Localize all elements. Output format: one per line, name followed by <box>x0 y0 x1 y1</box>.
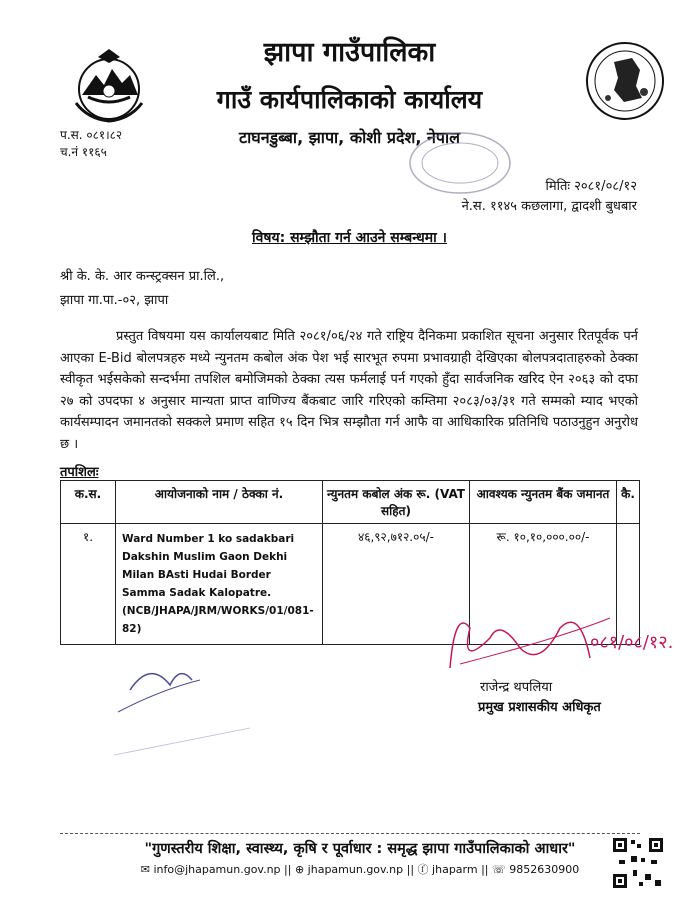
col-bid-amount: न्युनतम कबोल अंक रू. (VAT सहित) <box>323 481 470 524</box>
footer-divider <box>60 833 640 834</box>
office-title-main: झापा गाउँपालिका <box>263 37 436 68</box>
facebook-link[interactable]: jhaparm <box>432 863 478 876</box>
qr-code <box>611 836 665 890</box>
facebook-icon: ⓕ <box>417 863 429 876</box>
col-project: आयोजनाको नाम / ठेक्का नं. <box>116 481 323 524</box>
engineer-stamp <box>100 650 280 760</box>
office-title-sub: गाउँ कार्यपालिकाको कार्यालय <box>216 85 483 114</box>
col-guarantee: आवश्यक न्युनतम बैंक जमानत <box>470 481 617 524</box>
cell-project: Ward Number 1 ko sadakbari Dakshin Muslim Gaon Dekhi Milan BAsti Hudai Border Samma Sadak Kalopatre. (NCB/JHAPA/JRM/WORKS/01/081-82) <box>116 524 323 645</box>
phone-icon: ☏ <box>492 863 506 876</box>
col-remarks: कै. <box>617 481 640 524</box>
addressee-name: श्री के. के. आर कन्स्ट्रक्सन प्रा.लि., <box>60 269 225 284</box>
official-signature <box>440 598 699 688</box>
letter-body: प्रस्तुत विषयमा यस कार्यालयबाट मिति २०८१/०६/२४ गते राष्ट्रिय दैनिकमा प्रकाशित सूचना अनुसार रितपूर्वक पर्न आएका E-Bid बोलपत्रहरु मध्ये न्युनतम कबोल अंक पेश भई सारभूत रुपमा प्रभावग्राही देखिएका बोलपत्रदाताहरुको ठेक्का स्वीकृत भईसकेको सन्दर्भमा तपशिल बमोजिमको ठेक्का त्यस फर्मलाई पर्न गएको हुँदा सार्वजनिक खरिद ऐन २०६३ को दफा २७ को उपदफा ४ अनुसार मान्यता प्राप्त वाणिज्य बैंकबाट जारि गरिएको कम्तिमा २०८३/०३/३१ गते सम्मको म्याद भएको कार्यसम्पादन जमानतको सक्कले प्रमाण सहित १५ दिन भित्र सम्झौता गर्न आफै वा आधिकारिक प्रतिनिधि पठाउनुहुन अनुरोध छ । <box>60 329 638 452</box>
reference-cn: च.नं ११६५ <box>60 145 107 159</box>
nepal-sambat-date: ने.स. ११४५ कछलागा, द्वादशी बुधबार <box>461 199 637 214</box>
cell-guarantee: रू. १०,१०,०००.००/- <box>470 524 617 645</box>
website-link[interactable]: jhapamun.gov.np <box>307 863 404 876</box>
letter-subject: विषय: सम्झौता गर्न आउने सम्बन्धमा । <box>252 230 447 246</box>
footer-contacts: ✉ info@jhapamun.gov.np || ⊕ jhapamun.gov.np || ⓕ jhaparm || ☏ 9852630900 <box>140 863 580 876</box>
footer-motto: "गुणस्तरीय शिक्षा, स्वास्थ्य, कृषि र पूर्वाधार : समृद्ध झापा गाउँपालिकाको आधार" <box>144 841 576 857</box>
office-address: टाघनडुब्बा, झापा, कोशी प्रदेश, नेपाल <box>239 128 460 147</box>
signatory-name: राजेन्द्र थपलिया <box>480 680 553 695</box>
cell-serial: १. <box>61 524 116 645</box>
table-header-row <box>61 481 640 524</box>
reference-ps: प.स. ०८१।८२ <box>60 128 123 142</box>
col-serial: क.स. <box>61 481 116 524</box>
details-label: तपशिलः <box>60 465 99 480</box>
globe-icon: ⊕ <box>294 863 305 876</box>
office-seal-stamp <box>400 128 520 198</box>
email-link[interactable]: info@jhapamun.gov.np <box>153 863 281 876</box>
cell-bid-amount: ४६,९२,७१२.०५/- <box>323 524 470 645</box>
phone-number: 9852630900 <box>509 863 580 876</box>
email-icon: ✉ <box>140 863 150 876</box>
addressee-address: झापा गा.पा.-०२, झापा <box>60 293 169 308</box>
letter-date: मितिः २०८१/०८/१२ <box>545 179 637 194</box>
signatory-title: प्रमुख प्रशासकीय अधिकृत <box>478 700 601 715</box>
handwritten-date: ०८१/०८/१२. <box>590 632 674 653</box>
